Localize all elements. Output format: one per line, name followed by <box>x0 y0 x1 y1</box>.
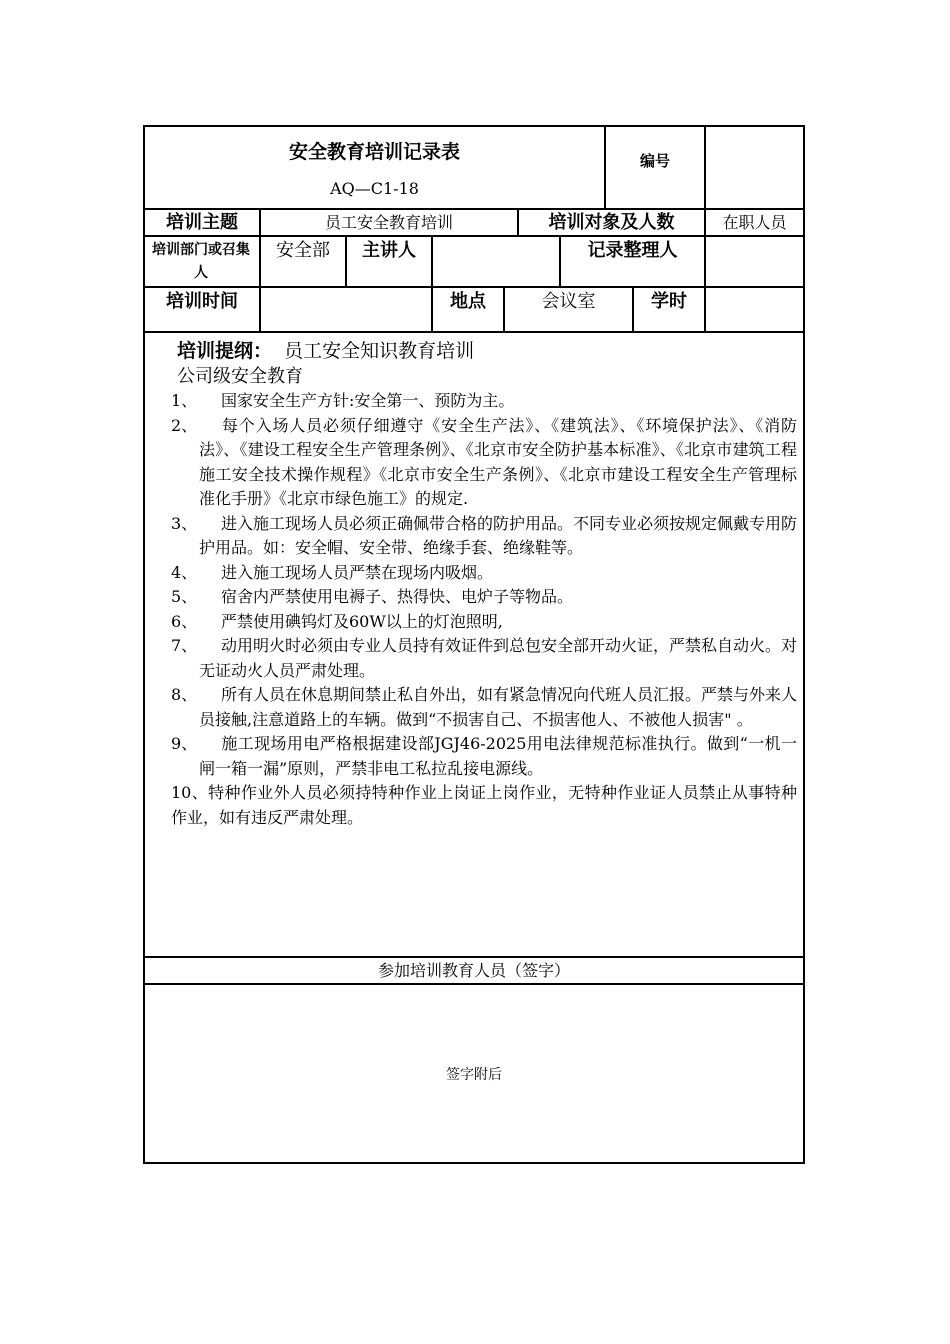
row-divider <box>145 331 803 333</box>
topic-value[interactable]: 员工安全教育培训 <box>324 213 453 232</box>
item-text: 施工现场用电严格根据建设部JGJ46-2025用电法律规范标准执行。做到“一机一闸一箱一漏”原则，严禁非电工私拉乱接电源线。 <box>199 734 797 778</box>
audience-label: 培训对象及人数 <box>548 212 675 233</box>
dept-value[interactable]: 安全部 <box>276 240 330 261</box>
item-text: 严禁使用碘钨灯及60W以上的灯泡照明, <box>221 611 503 631</box>
item-number: 7、 <box>171 636 198 655</box>
item-text: 所有人员在休息期间禁止私自外出，如有紧急情况向代班人员汇报。严禁与外来人员接触,注意道路上的车辆。做到“不损害自己、不损害他人、不被他人损害" 。 <box>199 685 798 729</box>
audience-value[interactable]: 在职人员 <box>722 213 787 232</box>
col-divider <box>704 235 706 286</box>
item-number: 3、 <box>171 513 198 533</box>
hours-label: 学时 <box>651 291 687 312</box>
list-item <box>171 414 797 512</box>
signature-header: 参加培训教育人员（签字） <box>377 961 570 980</box>
item-text: 动用明火时必须由专业人员持有效证件到总包安全部开动火证，严禁私自动火。对无证动火人员严肃处理。 <box>199 636 798 680</box>
col-divider <box>704 127 706 208</box>
row-divider <box>145 983 803 985</box>
list-item <box>171 634 797 683</box>
item-text: 每个入场人员必须仔细遵守《安全生产法》、《建筑法》、《环境保护法》、《消防法》、《建设工程安全生产管理条例》、《北京市安全防护基本标准》、《北京市建筑工程施工安全技术操作规程》《北京市安全生产条例》、《北京市建设工程安全生产管理标准化手册》《北京市绿色施工》的规定. <box>199 415 797 508</box>
item-number: 2、 <box>171 415 198 435</box>
lecturer-label: 主讲人 <box>362 240 416 261</box>
signature-note: 签字附后 <box>446 1067 502 1083</box>
recorder-label: 记录整理人 <box>587 240 678 261</box>
number-label: 编号 <box>639 152 670 170</box>
col-divider <box>259 286 261 331</box>
dept-label: 培训部门或召集人 <box>152 242 250 281</box>
list-item <box>171 781 797 830</box>
list-item <box>171 683 797 732</box>
location-label: 地点 <box>450 291 486 312</box>
time-label: 培训时间 <box>166 291 238 312</box>
list-item <box>171 610 797 635</box>
item-number: 1、 <box>171 391 198 410</box>
list-item <box>171 512 797 561</box>
item-number: 4、 <box>171 562 198 582</box>
col-divider <box>431 235 433 286</box>
list-item <box>171 389 797 414</box>
list-item <box>171 585 797 610</box>
outline-title: 员工安全知识教育培训 <box>284 340 475 362</box>
outline-list <box>171 389 797 830</box>
list-item <box>171 561 797 586</box>
outline-label: 培训提纲： <box>177 340 273 362</box>
item-number: 5、 <box>171 587 198 606</box>
item-number: 10、 <box>171 783 209 802</box>
item-text: 宿舍内严禁使用电褥子、热得快、电炉子等物品。 <box>221 587 574 606</box>
location-value[interactable]: 会议室 <box>541 291 596 312</box>
item-number: 8、 <box>171 685 198 704</box>
form-title: 安全教育培训记录表 <box>288 141 460 163</box>
item-number: 9、 <box>171 734 198 753</box>
item-text: 特种作业外人员必须持特种作业上岗证上岗作业，无特种作业证人员禁止从事特种作业，如有违反严肃处理。 <box>171 783 797 827</box>
form-code: AQ—C1-18 <box>330 179 419 198</box>
item-text: 国家安全生产方针:安全第一、预防为主。 <box>221 391 515 410</box>
item-number: 6、 <box>171 611 198 631</box>
outline-subtitle: 公司级安全教育 <box>177 366 303 387</box>
topic-label: 培训主题 <box>166 212 238 233</box>
list-item <box>171 732 797 781</box>
item-text: 进入施工现场人员严禁在现场内吸烟。 <box>221 562 494 582</box>
outline-heading <box>171 339 797 364</box>
training-record-form <box>143 125 805 1164</box>
col-divider <box>704 286 706 331</box>
item-text: 进入施工现场人员必须正确佩带合格的防护用品。不同专业必须按规定佩戴专用防护用品。如：安全帽、安全带、绝缘手套、绝缘鞋等。 <box>199 513 798 557</box>
training-outline <box>171 339 797 830</box>
